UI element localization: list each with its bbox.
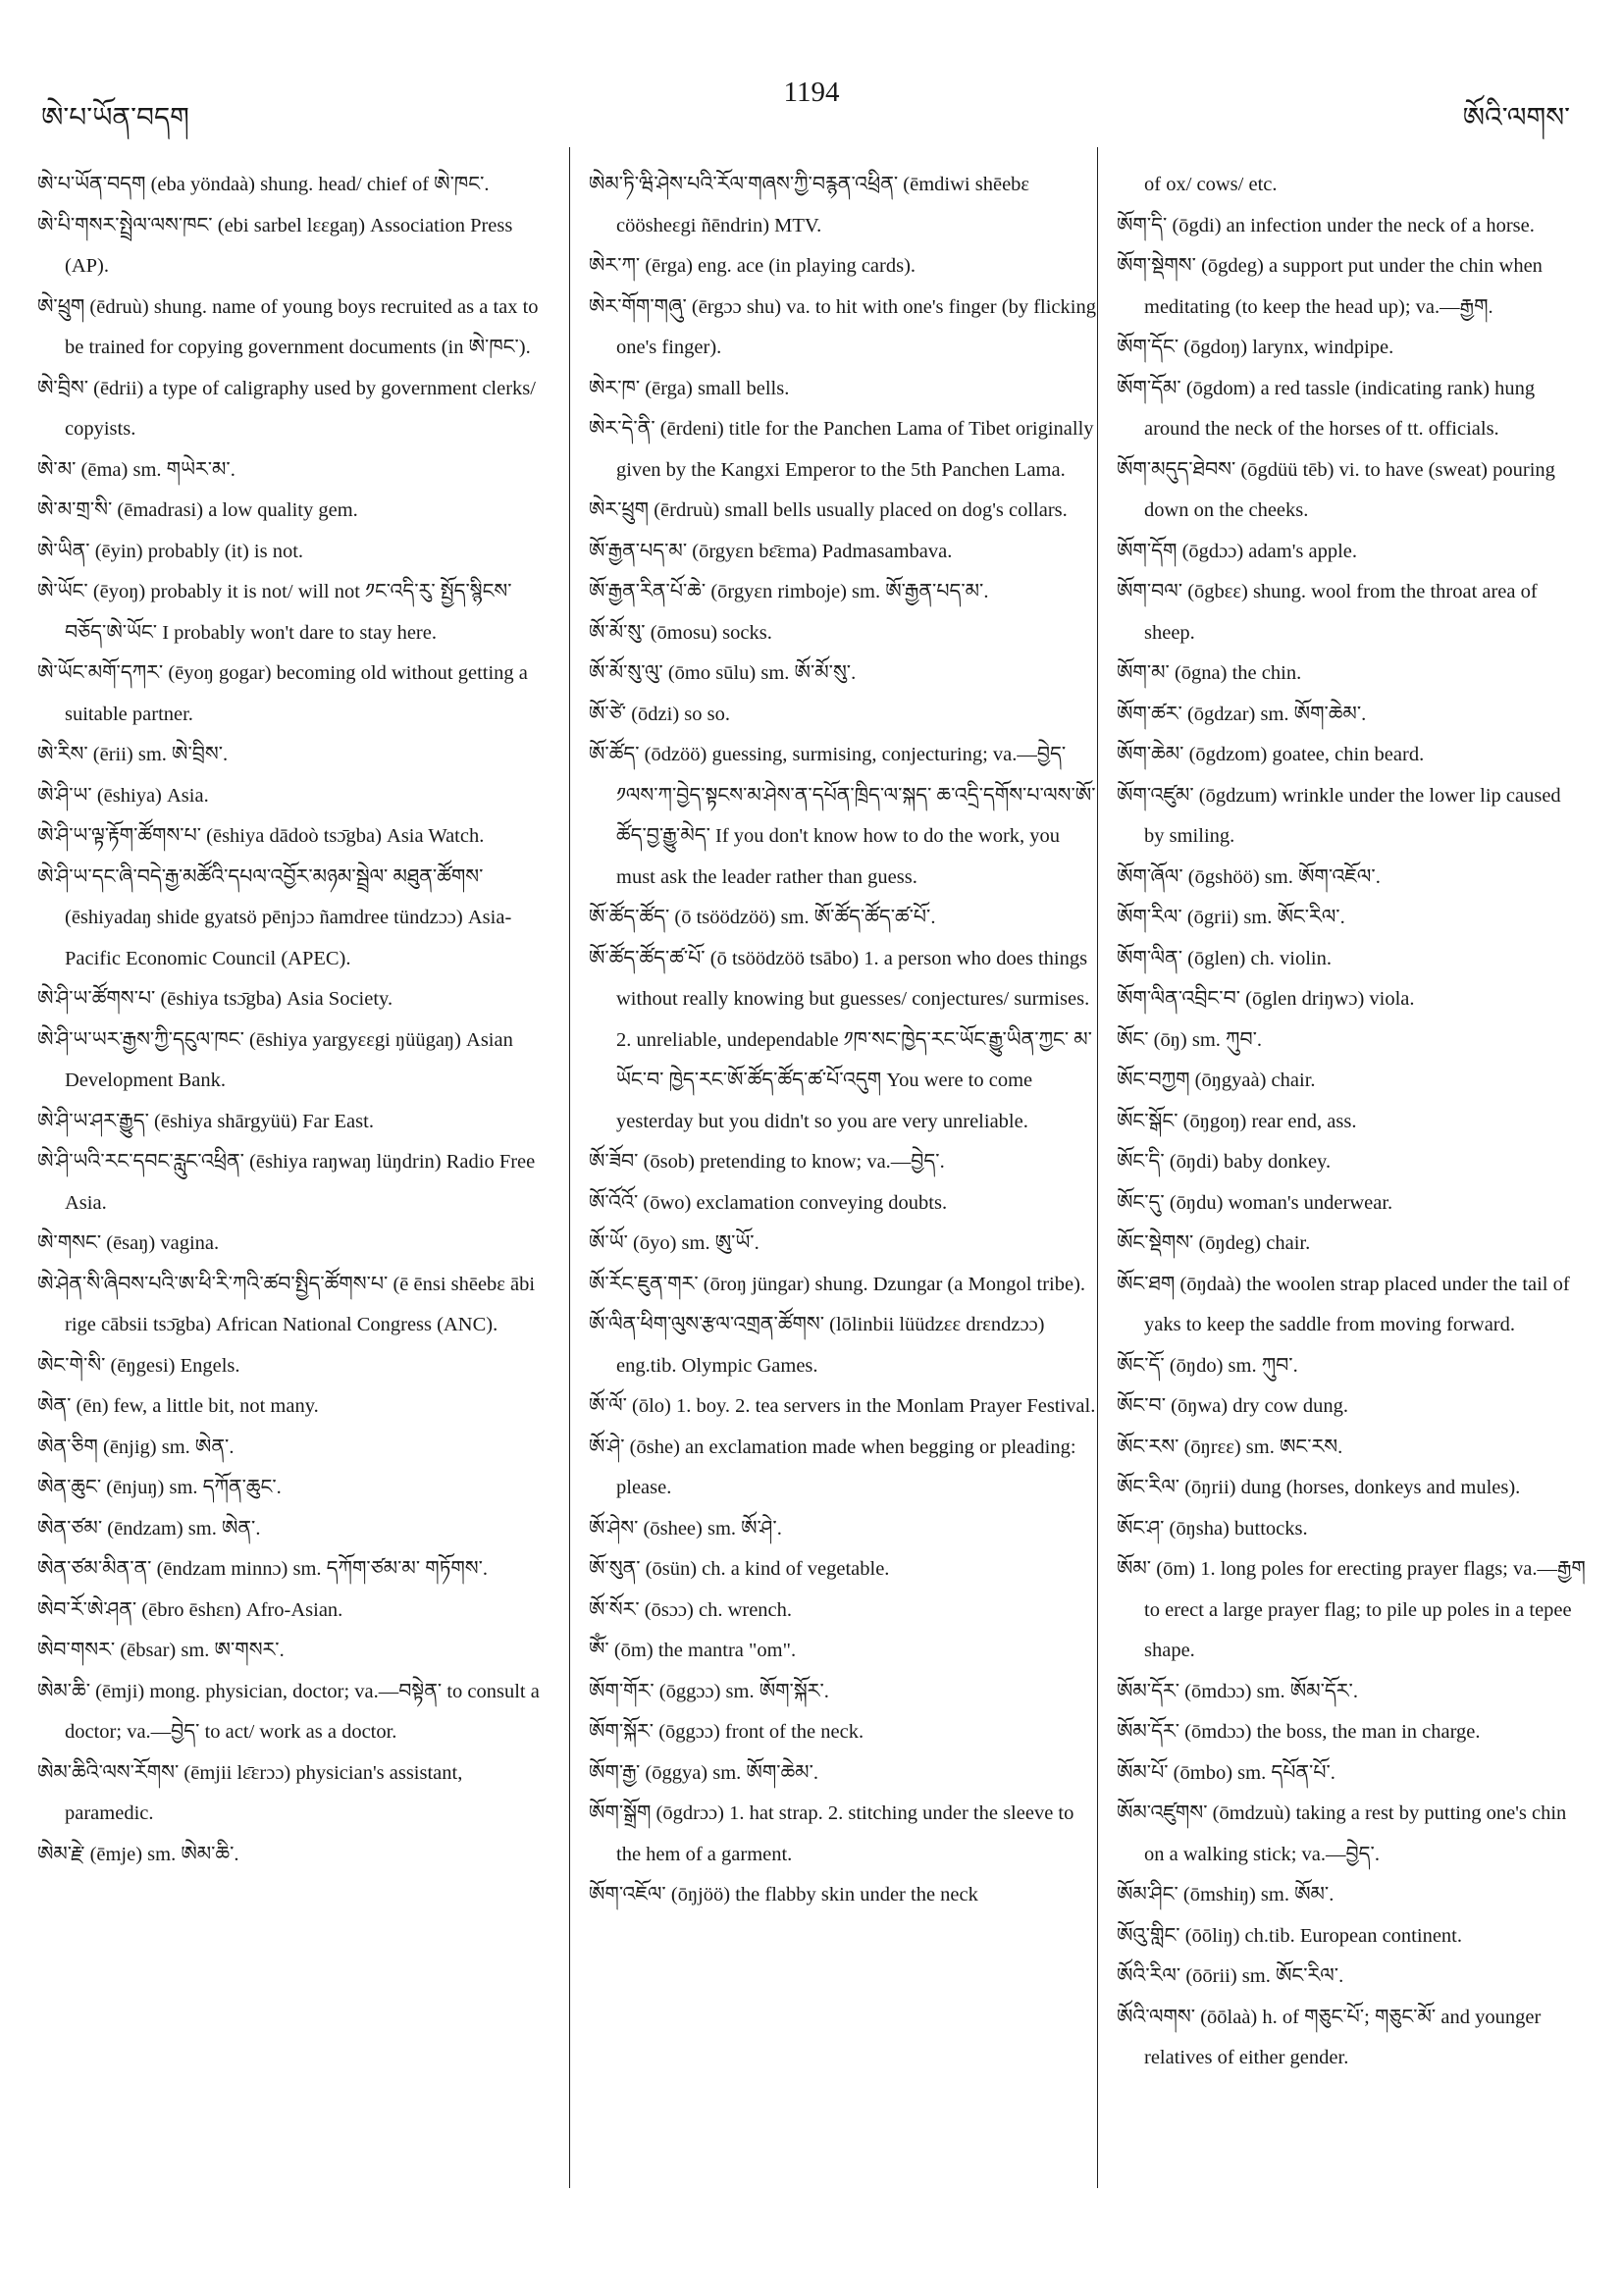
dictionary-entry: ཨོང་དུ་ (ōŋdu) woman's underwear.	[1117, 1191, 1393, 1214]
dictionary-entry: ཨོང་སྒོང་ (ōŋgoŋ) rear end, ass.	[1117, 1110, 1357, 1132]
dictionary-entry: ཨེ་ཡོང་མགོ་དཀར་ (ēyoŋ gogar) becoming old without getting a suitable partner.	[37, 662, 528, 725]
dictionary-entry: ཨེ་ཤི་ཡ་ཚོགས་པ་ (ēshiya tsɔ̄gba) Asia Society.	[37, 988, 393, 1010]
dictionary-entry: ཨོ་འོའོ་ (ōwo) exclamation conveying doubts.	[589, 1191, 948, 1214]
dictionary-entry: ཨེ་གསང་ (ēsaŋ) vagina.	[37, 1232, 220, 1254]
dictionary-entry: ཨོ་ཤེས་ (ōshee) sm. ཨོ་ཤེ་.	[589, 1517, 782, 1539]
dictionary-entry: ཨོ་རྒྱན་རིན་པོ་ཆེ་ (ōrgyɛn rimboje) sm. ཨོ་རྒྱན་པད་མ་.	[589, 581, 989, 602]
dictionary-entry: ཨོག་འཛུམ་ (ōgdzum) wrinkle under the lower lip caused by smiling.	[1117, 784, 1561, 847]
left-guide-word: ཨེ་པ་ཡོན་བདག	[41, 103, 189, 133]
dictionary-entry: ཨོམ་དོར་ (ōmdɔɔ) sm. ཨོམ་དོར་.	[1117, 1680, 1358, 1702]
dictionary-entry: ཨོ་སོར་ (ōsɔɔ) ch. wrench.	[589, 1598, 793, 1621]
dictionary-entry: ཨེ་ཤེན་སི་ཞིབས་པའི་ཨ་ཕི་རི་ཀའི་ཚབ་སྤྱིད་ཚོགས་པ་ (ē ēnsi shēebɛ ābi rige cābsii tsɔ̄gba) African National Congress (ANC).	[37, 1273, 536, 1335]
dictionary-entry: ཨེ་མ་གྲ་སི་ (ēmadrasi) a low quality gem.	[37, 499, 358, 521]
dictionary-entry: ཨེ་ཤི་ཡའི་རང་དབང་རླུང་འཕྲིན་ (ēshiya raŋwaŋ lüŋdrin) Radio Free Asia.	[37, 1151, 536, 1214]
dictionary-entry: ཨེར་ཕྲུག (ērdruù) small bells usually placed on dog's collars.	[589, 499, 1068, 521]
dictionary-entry: ཨོ་ལིན་ཕིག་ལུས་རྩལ་འགྲན་ཚོགས་ (lōlinbii lüüdzɛɛ drɛndzɔɔ) eng.tib. Olympic Games.	[589, 1314, 1045, 1377]
dictionary-entry: ཨོག་ལིན་ (ōglen) ch. violin.	[1117, 947, 1333, 969]
dictionary-entry: ཨོག་སྐོར་ (ōggɔɔ) front of the neck.	[589, 1721, 864, 1743]
dictionary-entry: ཨོང་དི་ (ōŋdi) baby donkey.	[1117, 1151, 1332, 1173]
dictionary-entry: ཨེ་ཤི་ཡ་ (ēshiya) Asia.	[37, 784, 209, 807]
dictionary-entry: ཨོ་ཙེ་ (ōdzi) so so.	[589, 703, 730, 725]
dictionary-entry: ཨོ་ཡོ་ (ōyo) sm. ཨུ་ཡོ་.	[589, 1232, 759, 1254]
dictionary-entry: ཨོག་ལིན་འབྲིང་བ་ (ōglen driŋwɔ) viola.	[1117, 988, 1415, 1010]
dictionary-entry: ཨེམ་ཆིའི་ལས་རོགས་ (ēmjii lɛ̄ɛrɔɔ) physician's assistant, paramedic.	[37, 1761, 463, 1824]
dictionary-entry: ཨོ་ཟོབ་ (ōsob) pretending to know; va.—བྱེད་.	[589, 1151, 945, 1173]
dictionary-entry: ཨོང་བ་ (ōŋwa) dry cow dung.	[1117, 1395, 1349, 1417]
dictionary-entry: ཨོག་དོང་ (ōgdoŋ) larynx, windpipe.	[1117, 337, 1394, 358]
dictionary-entry: ཨོ་ལོ་ (ōlo) 1. boy. 2. tea servers in the Monlam Prayer Festival.	[589, 1395, 1096, 1417]
dictionary-entry: ཨེ་ཤི་ཡ་དང་ཞི་བདེ་རྒྱ་མཚོའི་དཔལ་འབྱོར་མཉམ་སྦྲེལ་ མཐུན་ཚོགས་ (ēshiyadaŋ shide gyatsö pēnjɔɔ ñamdree tündzɔɔ) Asia-Pacific Economic Council (APEC).	[37, 865, 512, 969]
dictionary-entry: ཨེར་ཁ་ (ērga) small bells.	[589, 377, 790, 399]
dictionary-entry: ཨོམ་དོར་ (ōmdɔɔ) the boss, the man in charge.	[1117, 1721, 1481, 1743]
dictionary-entry: ཨོའི་རིལ་ (ōōrii) sm. ཨོང་རིལ་.	[1117, 1965, 1344, 1987]
dictionary-entry: ཨོག་ཞོལ་ (ōgshöö) sm. ཨོག་འཇོལ་.	[1117, 865, 1381, 888]
dictionary-entry: ཨོང་ (ōŋ) sm. ཀུབ་.	[1117, 1028, 1263, 1051]
dictionary-entry: ཨེ་རིས་ (ērii) sm. ཨེ་བྲིས་.	[37, 744, 229, 765]
dictionary-entry: ཨོ་ཚོད་ (ōdzöö) guessing, surmising, conjecturing; va.—བྱེད་ ༡ལས་ཀ་བྱེད་སྟངས་མ་ཤེས་ན་དཔོན་ཁྲིད་ལ་སྐད་ ཆ་འདྲི་དགོས་པ་ལས་ཨོ་ཚོད་བྱ་རྒྱུ་མེད་ If you don't know how to do the work, you must ask the leader rather than guess.	[589, 744, 1096, 888]
dictionary-entry: ཨོང་དོ་ (ōŋdo) sm. ཀུབ་.	[1117, 1354, 1298, 1377]
dictionary-entry: ཨོག་མ་ (ōgna) the chin.	[1117, 662, 1302, 684]
dictionary-entry: ཨོང་རས་ (ōŋrɛɛ) sm. ཨང་རས.	[1117, 1435, 1343, 1458]
dictionary-entry: ཨོའུ་གླིང་ (ōōliŋ) ch.tib. European continent.	[1117, 1924, 1462, 1947]
dictionary-entry: ཨེ་བྲིས་ (ēdrii) a type of caligraphy used by government clerks/ copyists.	[37, 377, 536, 440]
dictionary-entry: ཨོག་དོམ་ (ōgdom) a red tassle (indicating rank) hung around the neck of the horses of tt. officials.	[1117, 377, 1536, 440]
dictionary-entry: ཨོག་རིལ་ (ōgrii) sm. ཨོང་རིལ་.	[1117, 907, 1345, 928]
dictionary-entry: ཨེམ་ཆི་ (ēmji) mong. physician, doctor; va.—བསྟེན་ to consult a doctor; va.—བྱེད་ to act/ work as a doctor.	[37, 1680, 540, 1743]
dictionary-entry: ཨེན་ (ēn) few, a little bit, not many.	[37, 1395, 319, 1417]
dictionary-entry: ཨོ་མོ་སུ་ (ōmosu) socks.	[589, 621, 772, 644]
dictionary-body	[37, 165, 1586, 2245]
dictionary-entry: ཨེ་ཤི་ཡ་ཡར་རྒྱས་ཀྱི་དངུལ་ཁང་ (ēshiya yargyɛɛgi ŋüügaŋ) Asian Development Bank.	[37, 1028, 513, 1091]
dictionary-entry: ཨོ་སུན་ (ōsün) ch. a kind of vegetable.	[589, 1558, 890, 1580]
dictionary-entry: ཨེར་དེ་ནི་ (ērdeni) title for the Panchen Lama of Tibet originally given by the Kangxi Emperor to the 5th Panchen Lama.	[589, 418, 1094, 481]
dictionary-entry: ཨེ་ཤི་ཡ་ལྟ་རྟོག་ཚོགས་པ་ (ēshiya dādoò tsɔ̄gba) Asia Watch.	[37, 825, 485, 847]
dictionary-entry: ཨོམ་ (ōm) 1. long poles for erecting prayer flags; va.—རྒྱག to erect a large prayer flag; to pile up poles in a tepee shape.	[1117, 1558, 1586, 1661]
right-guide-word: ཨོའི་ལགས་	[1462, 103, 1570, 133]
dictionary-entry: ཨེབ་རོ་ཨེ་ཤན་ (ēbro ēshɛn) Afro-Asian.	[37, 1598, 343, 1621]
dictionary-entry: ཨོ་ཚོད་ཚོད་ཚ་པོ་ (ō tsöödzöö tsābo) 1. a person who does things without really knowing but guesses/ conjectures/ surmises. 2. unreliable, undependable ༡ཁ་སང་ཁྱེད་རང་ཡོང་རྒྱུ་ཡིན་ཀྱང་ མ་ཡོང་བ་ ཁྱེད་རང་ཨོ་ཚོད་ཚོད་ཚ་པོ་འདུག You were to come yesterday but you didn't so you are very unreliable.	[589, 947, 1092, 1132]
dictionary-entry: ཨོ་མོ་སུ་ལུ་ (ōmo sūlu) sm. ཨོ་མོ་སུ་.	[589, 662, 857, 684]
dictionary-entry: ཨོག་དི་ (ōgdi) an infection under the neck of a horse.	[1117, 214, 1535, 236]
dictionary-entry: ཨོག་བལ་ (ōgbɛɛ) shung. wool from the throat area of sheep.	[1117, 581, 1538, 644]
dictionary-entry: of ox/ cows/ etc.	[1144, 174, 1278, 195]
column-left	[37, 165, 546, 2235]
dictionary-entry: ཨོག་མདུད་ཐེབས་ (ōgdüü tēb) vi. to have (sweat) pouring down on the cheeks.	[1117, 458, 1555, 521]
dictionary-entry: ཨེ་ཤི་ཡ་ཤར་རྒྱུད་ (ēshiya shārgyüü) Far East.	[37, 1110, 374, 1132]
page-header	[0, 77, 1623, 133]
dictionary-entry: ཨོག་གོར་ (ōggɔɔ) sm. ཨོག་སྐོར་.	[589, 1680, 829, 1702]
dictionary-entry: ཨོམ་འཛུགས་ (ōmdzuù) taking a rest by putting one's chin on a walking stick; va.—བྱེད་.	[1117, 1802, 1567, 1865]
dictionary-entry: ཨེན་ཆུང་ (ēnjuŋ) sm. དཀོན་ཆུང་.	[37, 1477, 282, 1498]
dictionary-entry: ཨོའི་ལགས་ (ōōlaà) h. of གཅུང་པོ་; གཅུང་མོ་ and younger relatives of either gender.	[1117, 2006, 1542, 2068]
dictionary-entry: ཨེན་ཅིག (ēnjig) sm. ཨེན་.	[37, 1435, 235, 1458]
dictionary-entry: ཨོང་བཀྱག (ōŋgyaà) chair.	[1117, 1070, 1316, 1091]
dictionary-entry: ཨེ་མ་ (ēma) sm. གཡེར་མ་.	[37, 458, 236, 481]
dictionary-entry: ཨོག་སྡེགས་ (ōgdeg) a support put under the chin when meditating (to keep the head up); va.—རྒྱག.	[1117, 255, 1543, 318]
dictionary-entry: ཨེ་ཕྲུག (ēdruù) shung. name of young boys recruited as a tax to be trained for copying government documents (in ཨེ་ཁང་).	[37, 295, 539, 358]
dictionary-entry: ཨོམ་ཤིང་ (ōmshiŋ) sm. ཨོམ་.	[1117, 1884, 1335, 1905]
dictionary-entry: ཨོཾ་ (ōm) the mantra "om".	[589, 1640, 797, 1661]
page-number: 1194	[783, 77, 840, 108]
dictionary-entry: ཨོག་ཚར་ (ōgdzar) sm. ཨོག་ཆེམ་.	[1117, 703, 1367, 725]
dictionary-entry: ཨོག་འཇོལ་ (ōŋjöö) the flabby skin under the neck	[589, 1884, 978, 1905]
dictionary-entry: ཨེབ་གསར་ (ēbsar) sm. ཨ་གསར་.	[37, 1640, 285, 1661]
dictionary-entry: ཨོག་སྒྲོག (ōgdrɔɔ) 1. hat strap. 2. stitching under the sleeve to the hem of a garment.	[589, 1802, 1074, 1865]
dictionary-entry: ཨེན་ཙམ་ (ēndzam) sm. ཨེན་.	[37, 1517, 261, 1539]
dictionary-entry: ཨོ་ཚོད་ཚོད་ (ō tsöödzöö) sm. ཨོ་ཚོད་ཚོད་ཚ་པོ་.	[589, 907, 936, 928]
column-right	[1117, 165, 1586, 2235]
dictionary-entry: ཨེམ་ཏི་ཝི་ཤེས་པའི་རོལ་གཞས་ཀྱི་བརྙན་འཕྲིན་ (ēmdiwi shēebɛ cöösheɛgi ñēndrin) MTV.	[589, 174, 1030, 236]
dictionary-entry: ཨེ་པ་ཡོན་བདག (eba yöndaà) shung. head/ chief of ཨེ་ཁང་.	[37, 174, 490, 195]
dictionary-entry: ཨོང་ཤ་ (ōŋsha) buttocks.	[1117, 1517, 1308, 1539]
dictionary-entry: ཨེར་གོག་གཞུ་ (ērgɔɔ shu) va. to hit with one's finger (by flicking one's finger).	[589, 295, 1096, 358]
dictionary-entry: ཨོ་རྒྱན་པད་མ་ (ōrgyɛn bɛ̄ɛma) Padmasambava.	[589, 540, 953, 562]
dictionary-entry: ཨོག་ཆེམ་ (ōgdzom) goatee, chin beard.	[1117, 744, 1425, 765]
column-middle	[589, 165, 1099, 2235]
dictionary-entry: ཨེམ་རྗེ་ (ēmje) sm. ཨེམ་ཆི་.	[37, 1843, 239, 1865]
dictionary-entry: ཨེ་པི་གསར་སྤྲེལ་ལས་ཁང་ (ebi sarbel lɛɛgaŋ) Association Press (AP).	[37, 214, 513, 277]
dictionary-entry: ཨོག་དོག (ōgdɔɔ) adam's apple.	[1117, 540, 1358, 562]
dictionary-entry: ཨེ་ཡིན་ (ēyin) probably (it) is not.	[37, 540, 304, 562]
dictionary-entry: ཨེར་ཀ་ (ērga) eng. ace (in playing cards).	[589, 255, 916, 277]
dictionary-entry: ཨོང་རིལ་ (ōŋrii) dung (horses, donkeys and mules).	[1117, 1477, 1521, 1498]
dictionary-entry: ཨོག་རྒྱ་ (ōggya) sm. ཨོག་ཆེམ་.	[589, 1761, 819, 1784]
dictionary-entry: ཨོམ་པོ་ (ōmbo) sm. དཔོན་པོ་.	[1117, 1761, 1335, 1784]
dictionary-entry: ཨེང་གེ་སི་ (ēŋgesi) Engels.	[37, 1354, 240, 1377]
dictionary-entry: ཨོ་རོང་ཇུན་གར་ (ōroŋ jüngar) shung. Dzungar (a Mongol tribe).	[589, 1273, 1086, 1295]
dictionary-entry: ཨོ་ཤེ་ (ōshe) an exclamation made when begging or pleading: please.	[589, 1435, 1076, 1498]
dictionary-entry: ཨོང་ཐག (ōŋdaà) the woolen strap placed under the tail of yaks to keep the saddle from moving forward.	[1117, 1273, 1570, 1335]
dictionary-entry: ཨེ་ཡོང་ (ēyoŋ) probably it is not/ will not ༡ང་འདི་རུ་ སྤྱོད་སྙིངས་བཅོད་ཨེ་ཡོང་ I probably won't dare to stay here.	[37, 581, 512, 644]
dictionary-entry: ཨོང་སྡེགས་ (ōŋdeg) chair.	[1117, 1232, 1311, 1254]
dictionary-entry: ཨེན་ཙམ་མིན་ན་ (ēndzam minnɔ) sm. དཀོག་ཙམ་མ་ གཏོགས་.	[37, 1558, 489, 1580]
